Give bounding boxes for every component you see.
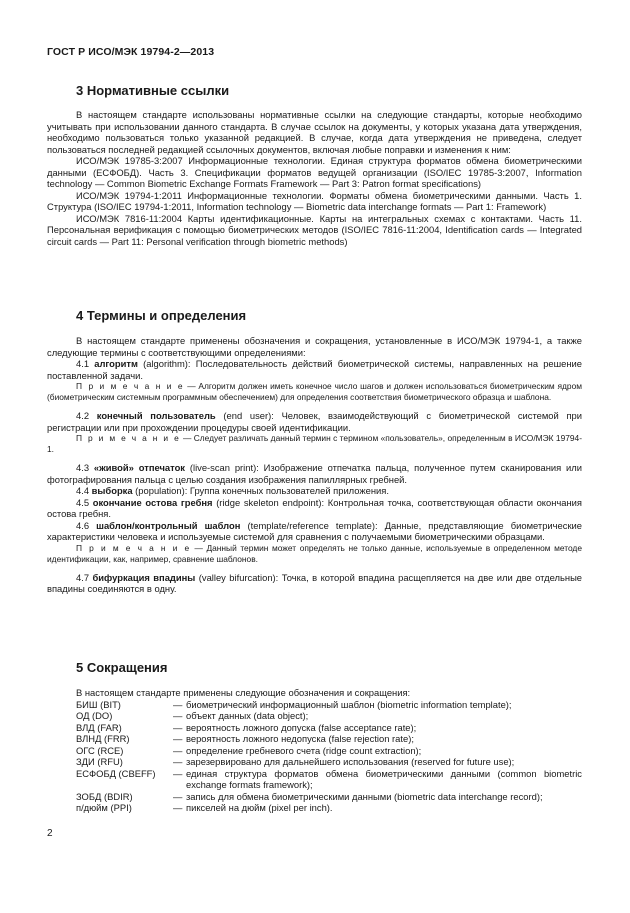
note: П р и м е ч а н и е — Данный термин может определять не только данные, используемые в определенном методе идентификации, как, например, сравнение шаблонов. (47, 542, 582, 564)
paragraph: В настоящем стандарте использованы нормативные ссылки на следующие стандарты, которые необходимо учитывать при использовании данного стандарта. В случае ссылок на документы, у которых указана дата утверждения, необходимо пользоваться только указанной редакцией. В случае, когда дата утверждения не приведена, следует пользоваться последней редакцией ссылочных документов, включая любые поправки и изменения к ним: (47, 109, 582, 155)
section-5-title: 5 Сокращения (76, 660, 168, 675)
section-3-body (47, 109, 582, 247)
list-item: п/дюйм (PPI) — пикселей на дюйм (pixel per inch). (76, 802, 333, 813)
note: П р и м е ч а н и е — Следует различать данный термин с термином «пользователь», определенным в ИСО/МЭК 19794-1. (47, 433, 582, 454)
reference-item: ИСО/МЭК 19794-1:2011 Информационные технологии. Форматы обмена биометрическими данными. Часть 1. Структура (ISO/IEC 19794-1:2011, Information technology — Biometric data interchange formats — Part 1: Framework) (47, 189, 582, 212)
list-item: ВЛД (FAR) — вероятность ложного допуска (false acceptance rate); (76, 721, 417, 733)
list-item: ОД (DO) — объект данных (data object); (76, 710, 309, 721)
page-number: 2 (47, 828, 53, 839)
list-item: ЗОБД (BDIR) — запись для обмена биометрическими данными (biometric data interchange record); (76, 790, 543, 802)
list-item: ЕСФОБД (CBEFF) — единая структура форматов обмена биометрическими данными (common biometric exchange formats framework); (76, 767, 582, 790)
list-item: БИШ (BIT) — биометрический информационный шаблон (biometric information template); (76, 698, 512, 710)
reference-item: ИСО/МЭК 19785-3:2007 Информационные технологии. Единая структура форматов обмена биометрическими данными (ЕСФОБД). Часть 3. Спецификации форматов ведущей организации (ISO/IEC 19785-3:2007, Information technology — Common Biometric Exchange Formats Framework — Part 3: Patron format specifications) (47, 155, 582, 189)
term-4-4: 4.4 выборка (population): Группа конечных пользователей приложения. (76, 485, 389, 496)
term-4-7: 4.7 бифуркация впадины (valley bifurcation): Точка, в которой впадина расщепляется на две или две отдельные впадины соединяются в одну. (47, 571, 583, 594)
section-3-title: 3 Нормативные ссылки (76, 83, 230, 98)
term-4-3: 4.3 «живой» отпечаток (live-scan print): Изображение отпечатка пальца, полученное путем сканирования или фотографирования пальца с целью создания изображения папиллярных гребней. (47, 462, 582, 485)
term-4-6: 4.6 шаблон/контрольный шаблон (template/reference template): Данные, представляющие биометрические характеристики человека и используемые системой для сравнения с получаемыми биометрическими образцами. (47, 519, 582, 542)
list-item: ЗДИ (RFU) — зарезервировано для дальнейшего использования (reserved for future use); (76, 756, 515, 767)
reference-item: ИСО/МЭК 7816-11:2004 Карты идентификационные. Карты на интегральных схемах с контактами. Часть 11. Персональная верификация с помощью биометрических методов (ISO/IEC 7816-11:2004, Identification cards — Integrated circuit cards — Part 11: Personal verification through biometric methods) (47, 212, 582, 247)
list-item: ОГС (RCE) — определение гребневого счета (ridge count extraction); (76, 744, 422, 756)
term-4-5: 4.5 окончание остова гребня (ridge skeleton endpoint): Контрольная точка, соответствующая области окончания остова гребня. (47, 496, 582, 519)
paragraph: В настоящем стандарте применены следующие обозначения и сокращения: (76, 687, 411, 698)
abbreviation-list (76, 687, 582, 814)
note: П р и м е ч а н и е — Алгоритм должен иметь конечное число шагов и должен использоваться биометрическим ядром (биометрическим системным программным обеспечением) для определения соответствия биометрического образца и шаблона. (47, 381, 582, 402)
section-4-body (47, 335, 582, 595)
term-4-2: 4.2 конечный пользователь (end user): Человек, взаимодействующий с биометрической системой при регистрации или при прохождении процедуры своей идентификации. (47, 410, 582, 433)
running-header: ГОСТ Р ИСО/МЭК 19794-2—2013 (47, 46, 215, 58)
section-4-title: 4 Термины и определения (76, 308, 247, 323)
paragraph: В настоящем стандарте применены обозначения и сокращения, установленные в ИСО/МЭК 19794-1, а также следующие термины с соответствующими определениями: (47, 335, 582, 358)
list-item: ВЛНД (FRR) — вероятность ложного недопуска (false rejection rate); (76, 733, 414, 744)
term-4-1: 4.1 алгоритм (algorithm): Последовательность действий биометрической системы, направленных на решение поставленной задачи. (47, 358, 583, 381)
